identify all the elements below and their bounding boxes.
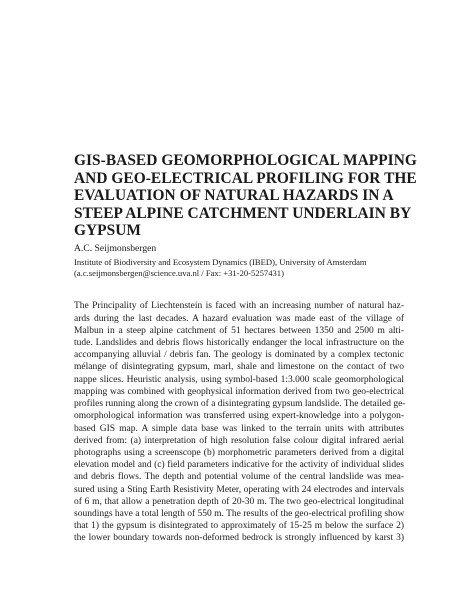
abstract-line: profiles running along the crown of a disintegrating gypsum landslide. The detailed ge- (74, 399, 406, 410)
abstract-line: accompanying alluvial / debris fan. The geology is dominated by a complex tectonic (74, 350, 404, 361)
abstract-line: mélange of disintegrating gypsum, marl, shale and limestone on the contact of two (74, 362, 404, 373)
affiliation-line: (a.c.seijmonsbergen@science.uva.nl / Fax: +31-20-5257431) (74, 268, 284, 279)
abstract (74, 300, 404, 544)
abstract-line: photographs using a screenscope (b) morphometric parameters derived from a digital (74, 447, 404, 458)
abstract-line: elevation model and (c) field parameters indicative for the activity of individual slides (74, 460, 404, 471)
paper-page (74, 152, 417, 545)
abstract-line: mapping was combined with geophysical information derived from two geo-electrical (74, 386, 404, 397)
title-line: STEEP ALPINE CATCHMENT UNDERLAIN BY (74, 204, 412, 222)
author-name: A.C. Seijmonsbergen (74, 242, 157, 254)
abstract-line: derived from: (a) interpretation of high resolution false colour digital infrared aerial (74, 435, 404, 446)
abstract-line: tude. Landslides and debris flows historically endanger the local infrastructure on the (74, 338, 404, 349)
title-line: GIS-BASED GEOMORPHOLOGICAL MAPPING (74, 152, 417, 169)
abstract-line: and debris flows. The depth and potential volume of the central landslide was mea- (74, 472, 404, 483)
abstract-line: Malbun in a steep alpine catchment of 51 hectares between 1350 and 2500 m alti- (74, 325, 404, 336)
abstract-line: The Principality of Liechtenstein is faced with an increasing number of natural haz- (74, 301, 404, 312)
abstract-line: nappe slices. Heuristic analysis, using symbol-based 1:3.000 scale geomorphological (74, 374, 404, 385)
abstract-line: ards during the last decades. A hazard evaluation was made east of the village of (74, 313, 404, 324)
abstract-line: the lower boundary towards non-deformed bedrock is strongly influenced by karst 3) (74, 533, 404, 544)
title-line: AND GEO-ELECTRICAL PROFILING FOR THE (74, 169, 417, 187)
affiliation-line: Institute of Biodiversity and Ecosystem Dynamics (IBED), University of Amsterdam (74, 257, 367, 268)
abstract-line: of 6 m, that allow a penetration depth of 20-30 m. The two geo-electrical longitudinal (74, 496, 404, 507)
abstract-line: soundings have a total length of 550 m. The results of the geo-electrical profiling show (74, 508, 405, 519)
abstract-line: sured using a Sting Earth Resistivity Meter, operating with 24 electrodes and intervals (74, 484, 404, 495)
abstract-line: that 1) the gypsum is disintegrated to approximately of 15-25 m below the surface 2) (74, 521, 404, 532)
abstract-line: based GIS map. A simple data base was linked to the terrain units with attributes (74, 423, 404, 434)
abstract-line: omorphological information was transferred using expert-knowledge into a polygon- (74, 411, 404, 422)
title-line: GYPSUM (74, 222, 141, 240)
affiliation (74, 257, 404, 279)
paper-title (74, 152, 417, 240)
title-line: EVALUATION OF NATURAL HAZARDS IN A (74, 187, 394, 205)
